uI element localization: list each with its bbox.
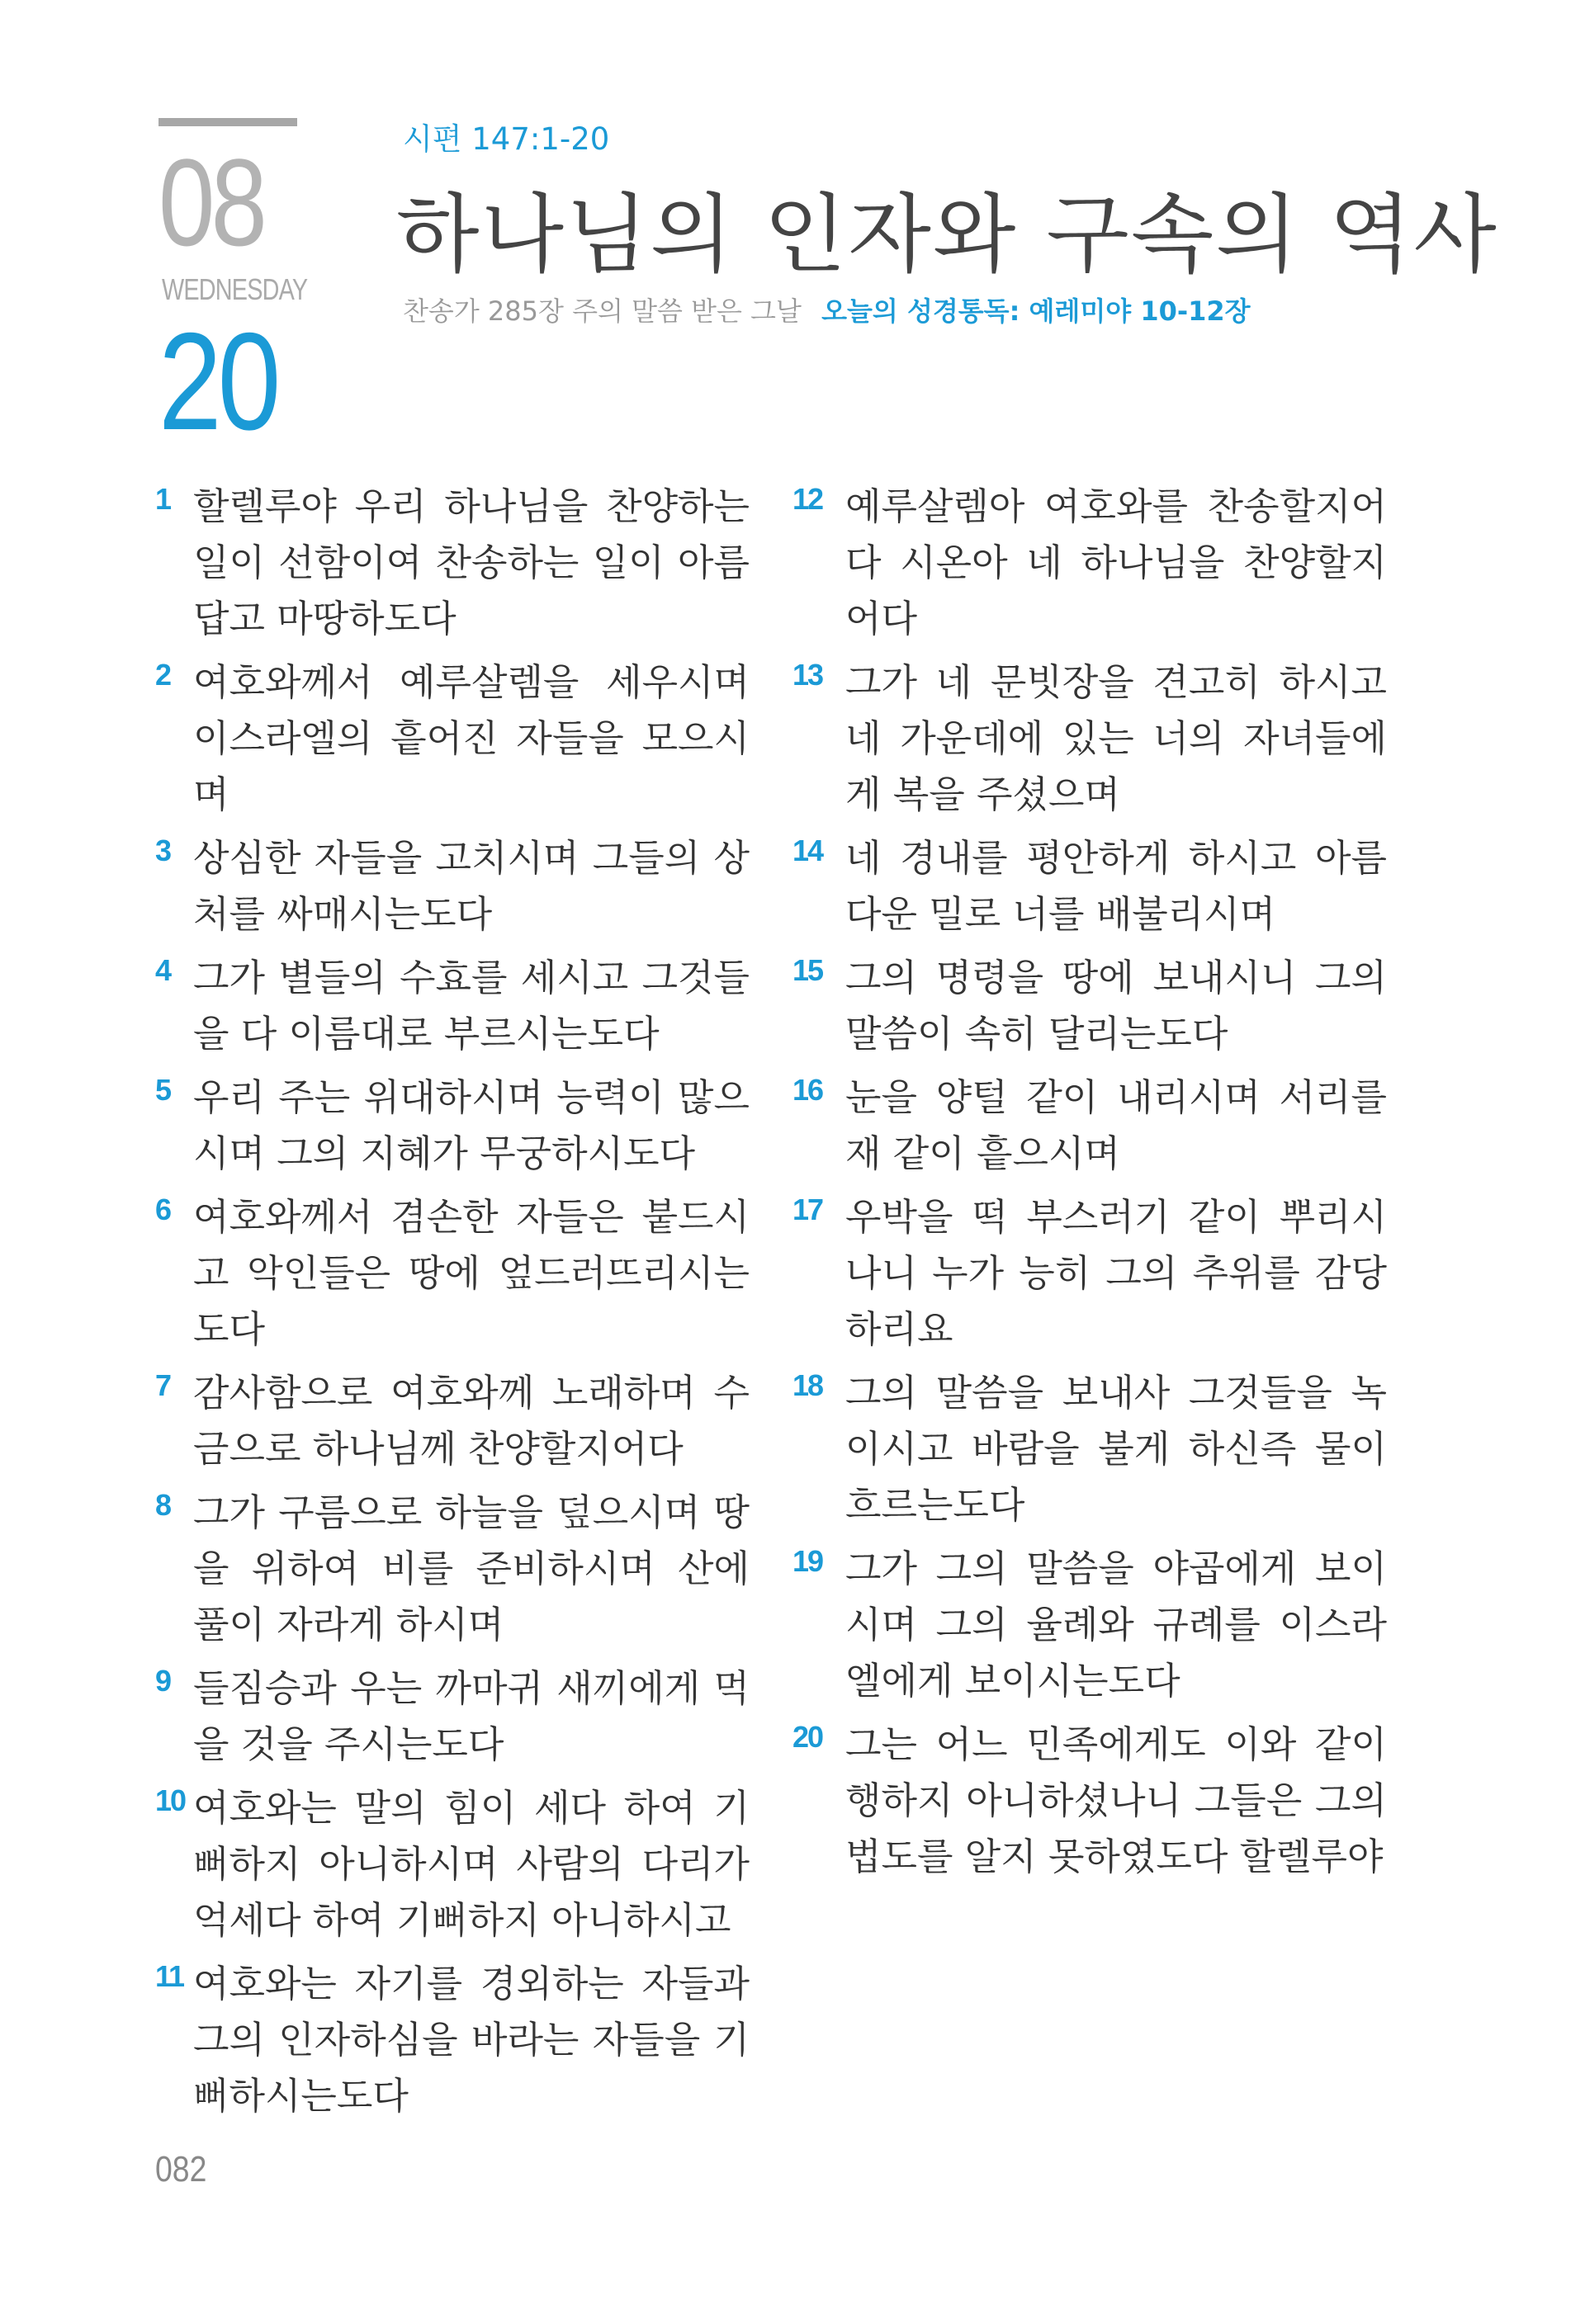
scripture-reference: 시편 147:1-20 (403, 121, 610, 157)
verse-number: 12 (792, 482, 823, 516)
verse-text: 그가 별들의 수효를 세시고 그것들을 다 이름대로 부르시는도다 (193, 956, 750, 1056)
verse-number: 10 (155, 1783, 186, 1817)
verse-text: 그의 명령을 땅에 보내시니 그의 말씀이 속히 달리는도다 (845, 956, 1387, 1056)
verse (792, 1717, 1387, 1885)
verse-text: 여호와께서 겸손한 자들은 붙드시고 악인들은 땅에 엎드러뜨리시는도다 (193, 1195, 750, 1351)
verse-number: 16 (792, 1073, 823, 1107)
verse-number: 2 (155, 658, 171, 692)
verse-text: 우리 주는 위대하시며 능력이 많으시며 그의 지혜가 무궁하시도다 (193, 1075, 750, 1175)
verse-text: 상심한 자들을 고치시며 그들의 상처를 싸매시는도다 (193, 836, 750, 936)
verse-number: 6 (155, 1193, 171, 1226)
date-day: 20 (158, 304, 277, 459)
verse-number: 8 (155, 1488, 171, 1522)
verse-text: 그의 말씀을 보내사 그것들을 녹이시고 바람을 불게 하신즉 물이 흐르는도다 (845, 1371, 1387, 1527)
verse (155, 830, 750, 942)
date-month: 08 (158, 133, 263, 272)
verse (155, 1780, 750, 1948)
subtitle (403, 290, 1251, 328)
verse (155, 654, 750, 823)
verse-number: 13 (792, 658, 823, 692)
verse-text: 여호와께서 예루살렘을 세우시며 이스라엘의 흩어진 자들을 모으시며 (193, 660, 750, 816)
verse (792, 654, 1387, 823)
verse (155, 1660, 750, 1773)
verse-text: 할렐루야 우리 하나님을 찬양하는 일이 선함이여 찬송하는 일이 아름답고 마땅하도다 (193, 484, 750, 640)
page-number: 082 (155, 2149, 207, 2189)
verse-number: 3 (155, 834, 171, 867)
verse (155, 1956, 750, 2124)
verses-right-column (792, 479, 1387, 1892)
verse-number: 1 (155, 482, 171, 516)
verse-text: 네 경내를 평안하게 하시고 아름다운 밀로 너를 배불리시며 (845, 836, 1387, 936)
verse (155, 1485, 750, 1653)
verse-text: 그가 네 문빗장을 견고히 하시고 네 가운데에 있는 너의 자녀들에게 복을 주셨으며 (845, 660, 1387, 816)
verse-text: 들짐승과 우는 까마귀 새끼에게 먹을 것을 주시는도다 (193, 1666, 750, 1766)
verse (792, 950, 1387, 1062)
verse-number: 11 (155, 1959, 184, 1993)
verse (792, 1541, 1387, 1709)
verse-number: 17 (792, 1193, 823, 1226)
verses-left-column (155, 479, 750, 2132)
verse (155, 1070, 750, 1182)
verse-text: 우박을 떡 부스러기 같이 뿌리시나니 누가 능히 그의 추위를 감당하리요 (845, 1195, 1387, 1351)
verse (155, 1189, 750, 1358)
verse (155, 1365, 750, 1477)
verse-number: 14 (792, 834, 823, 867)
verse-number: 7 (155, 1368, 171, 1402)
reading-plan-label: 오늘의 성경통독: 예레미야 10-12장 (821, 295, 1251, 327)
verse-text: 그가 그의 말씀을 야곱에게 보이시며 그의 율례와 규례를 이스라엘에게 보이시는도다 (845, 1547, 1387, 1703)
verse-number: 9 (155, 1664, 171, 1698)
verse (792, 830, 1387, 942)
verse-number: 20 (792, 1720, 823, 1754)
verse-number: 15 (792, 953, 823, 987)
verse-text: 그가 구름으로 하늘을 덮으시며 땅을 위하여 비를 준비하시며 산에 풀이 자라게 하시며 (193, 1490, 750, 1646)
verse (792, 1070, 1387, 1182)
verse (155, 950, 750, 1062)
verse (155, 479, 750, 647)
verse (792, 1189, 1387, 1358)
date-divider-bar (158, 118, 297, 126)
verse (792, 479, 1387, 647)
verse-text: 눈을 양털 같이 내리시며 서리를 재 같이 흩으시며 (845, 1075, 1387, 1175)
verse-number: 19 (792, 1544, 823, 1578)
verse-number: 18 (792, 1368, 823, 1402)
page-title: 하나님의 인자와 구속의 역사 (396, 184, 1498, 285)
verse-number: 5 (155, 1073, 171, 1107)
verse-text: 감사함으로 여호와께 노래하며 수금으로 하나님께 찬양할지어다 (193, 1371, 750, 1471)
verse-number: 4 (155, 953, 171, 987)
hymn-label: 찬송가 285장 주의 말씀 받은 그날 (403, 295, 802, 327)
verse-text: 여호와는 말의 힘이 세다 하여 기뻐하지 아니하시며 사람의 다리가 억세다 하여 기뻐하지 아니하시고 (193, 1786, 750, 1942)
verse-text: 예루살렘아 여호와를 찬송할지어다 시온아 네 하나님을 찬양할지어다 (845, 484, 1387, 640)
verse-text: 그는 어느 민족에게도 이와 같이 행하지 아니하셨나니 그들은 그의 법도를 알지 못하였도다 할렐루야 (845, 1722, 1387, 1878)
verse (792, 1365, 1387, 1533)
verse-text: 여호와는 자기를 경외하는 자들과 그의 인자하심을 바라는 자들을 기뻐하시는도다 (193, 1962, 750, 2118)
date-weekday: WEDNESDAY (162, 272, 308, 306)
